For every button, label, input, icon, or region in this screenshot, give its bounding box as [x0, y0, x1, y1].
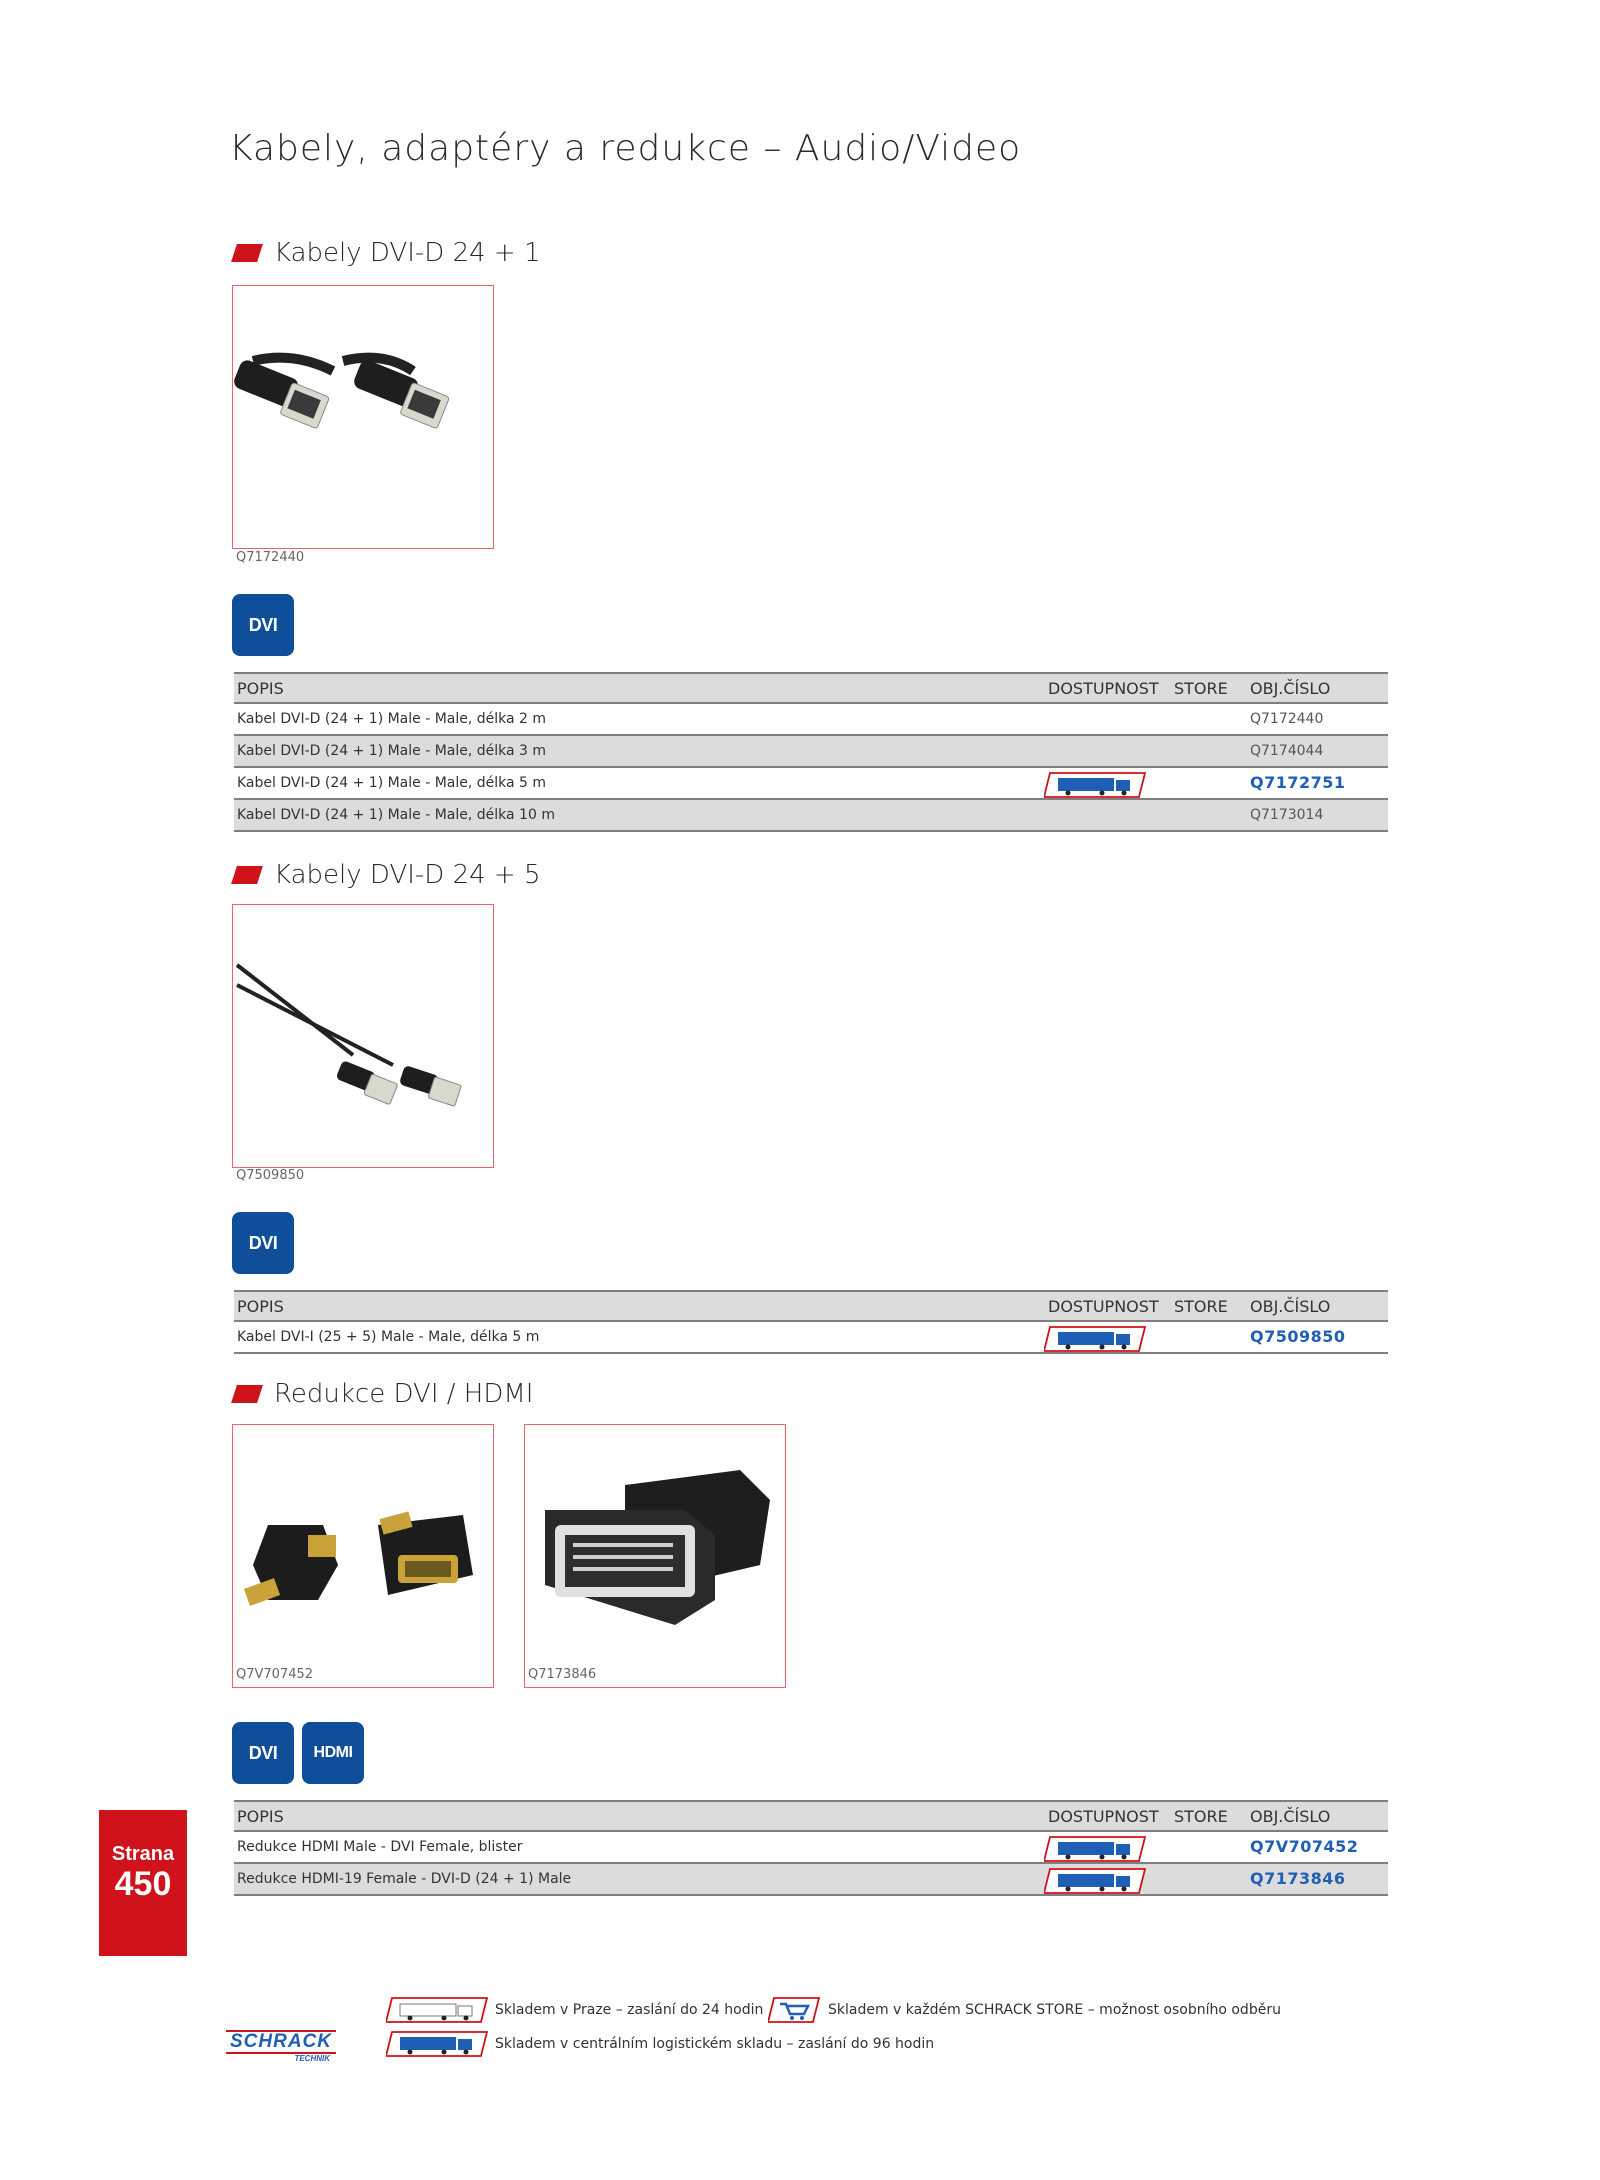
row-code[interactable]: Q7174044: [1250, 743, 1324, 759]
table-header: [234, 1290, 1388, 1322]
photo-code: Q7172440: [236, 550, 305, 565]
row-desc: Kabel DVI-D (24 + 1) Male - Male, délka 2 m: [237, 711, 547, 727]
dvi-badge-icon: DVI: [232, 1722, 294, 1784]
dvi-hdmi-adapter-photo: [525, 1425, 784, 1686]
truck-icon: [1044, 1868, 1146, 1894]
row-code[interactable]: Q7172751: [1250, 773, 1346, 792]
truck-icon: [1044, 772, 1146, 798]
section-marker-icon: [231, 866, 263, 884]
col-code: OBJ.ČÍSLO: [1250, 1807, 1331, 1826]
prague-truck-icon: [386, 1997, 488, 2023]
table-row: [234, 704, 1388, 736]
page-label: Strana: [111, 1843, 175, 1865]
section-header: [234, 857, 541, 893]
table-row: [234, 1322, 1388, 1354]
logo-main: SCHRACK: [226, 2030, 336, 2054]
row-desc: Redukce HDMI-19 Female - DVI-D (24 + 1) Male: [237, 1871, 572, 1887]
dvi-badge-icon: DVI: [232, 1212, 294, 1274]
section-title: Kabely DVI-D 24 + 1: [274, 238, 541, 268]
table-row: [234, 736, 1388, 768]
dvi-cable-long-photo: [233, 905, 492, 1166]
page-number-tab: [99, 1810, 187, 1956]
legend-prague: Skladem v Praze – zaslání do 24 hodin: [495, 2002, 764, 2018]
col-desc: POPIS: [237, 1807, 284, 1826]
section-title: Redukce DVI / HDMI: [274, 1379, 534, 1409]
page-title: Kabely, adaptéry a redukce – Audio/Video: [229, 128, 1022, 169]
col-desc: POPIS: [237, 679, 284, 698]
section-header: [234, 1376, 533, 1412]
product-table: [234, 1800, 1388, 1896]
col-avail: DOSTUPNOST: [1048, 1297, 1159, 1316]
table-row: [234, 800, 1388, 832]
product-photo: [232, 1424, 494, 1688]
table-row: [234, 1864, 1388, 1896]
logo-sub: TECHNIK: [294, 2054, 330, 2063]
table-header: [234, 672, 1388, 704]
legend-store: Skladem v každém SCHRACK STORE – možnost osobního odběru: [828, 2002, 1281, 2018]
photo-code: Q7509850: [236, 1168, 305, 1183]
product-table: [234, 672, 1388, 832]
product-photo: [232, 904, 494, 1168]
dvi-badge-icon: DVI: [232, 594, 294, 656]
cart-icon: [768, 1997, 820, 2023]
product-photo: [232, 285, 494, 549]
truck-icon: [1044, 1836, 1146, 1862]
col-store: STORE: [1174, 1297, 1228, 1316]
central-truck-icon: [386, 2031, 488, 2057]
table-row: [234, 768, 1388, 800]
table-header: [234, 1800, 1388, 1832]
legend-central: Skladem v centrálním logistickém skladu – zaslání do 96 hodin: [495, 2036, 935, 2052]
row-desc: Redukce HDMI Male - DVI Female, blister: [237, 1839, 523, 1855]
col-code: OBJ.ČÍSLO: [1250, 679, 1331, 698]
row-code[interactable]: Q7509850: [1250, 1327, 1346, 1346]
row-code[interactable]: Q7172440: [1250, 711, 1324, 727]
row-code[interactable]: Q7173846: [1250, 1869, 1346, 1888]
hdmi-dvi-adapter-photo: [233, 1425, 492, 1686]
photo-code: Q7V707452: [236, 1667, 314, 1682]
col-avail: DOSTUPNOST: [1048, 1807, 1159, 1826]
truck-icon: [1044, 1326, 1146, 1352]
section-title: Kabely DVI-D 24 + 5: [274, 860, 541, 890]
section-marker-icon: [231, 1385, 263, 1403]
row-desc: Kabel DVI-D (24 + 1) Male - Male, délka 10 m: [237, 807, 555, 823]
photo-code: Q7173846: [528, 1667, 597, 1682]
section-marker-icon: [231, 244, 263, 262]
col-avail: DOSTUPNOST: [1048, 679, 1159, 698]
row-desc: Kabel DVI-D (24 + 1) Male - Male, délka 5 m: [237, 775, 547, 791]
row-code[interactable]: Q7173014: [1250, 807, 1324, 823]
col-code: OBJ.ČÍSLO: [1250, 1297, 1331, 1316]
row-code[interactable]: Q7V707452: [1250, 1837, 1359, 1856]
product-table: [234, 1290, 1388, 1354]
row-desc: Kabel DVI-I (25 + 5) Male - Male, délka 5 m: [237, 1329, 540, 1345]
col-store: STORE: [1174, 679, 1228, 698]
col-desc: POPIS: [237, 1297, 284, 1316]
table-row: [234, 1832, 1388, 1864]
col-store: STORE: [1174, 1807, 1228, 1826]
schrack-logo: [226, 2030, 336, 2063]
product-photo: [524, 1424, 786, 1688]
row-desc: Kabel DVI-D (24 + 1) Male - Male, délka 3 m: [237, 743, 547, 759]
page-number: 450: [114, 1865, 172, 1903]
dvi-cable-photo: [233, 286, 492, 547]
section-header: [234, 235, 541, 271]
hdmi-badge-icon: HDMI: [302, 1722, 364, 1784]
